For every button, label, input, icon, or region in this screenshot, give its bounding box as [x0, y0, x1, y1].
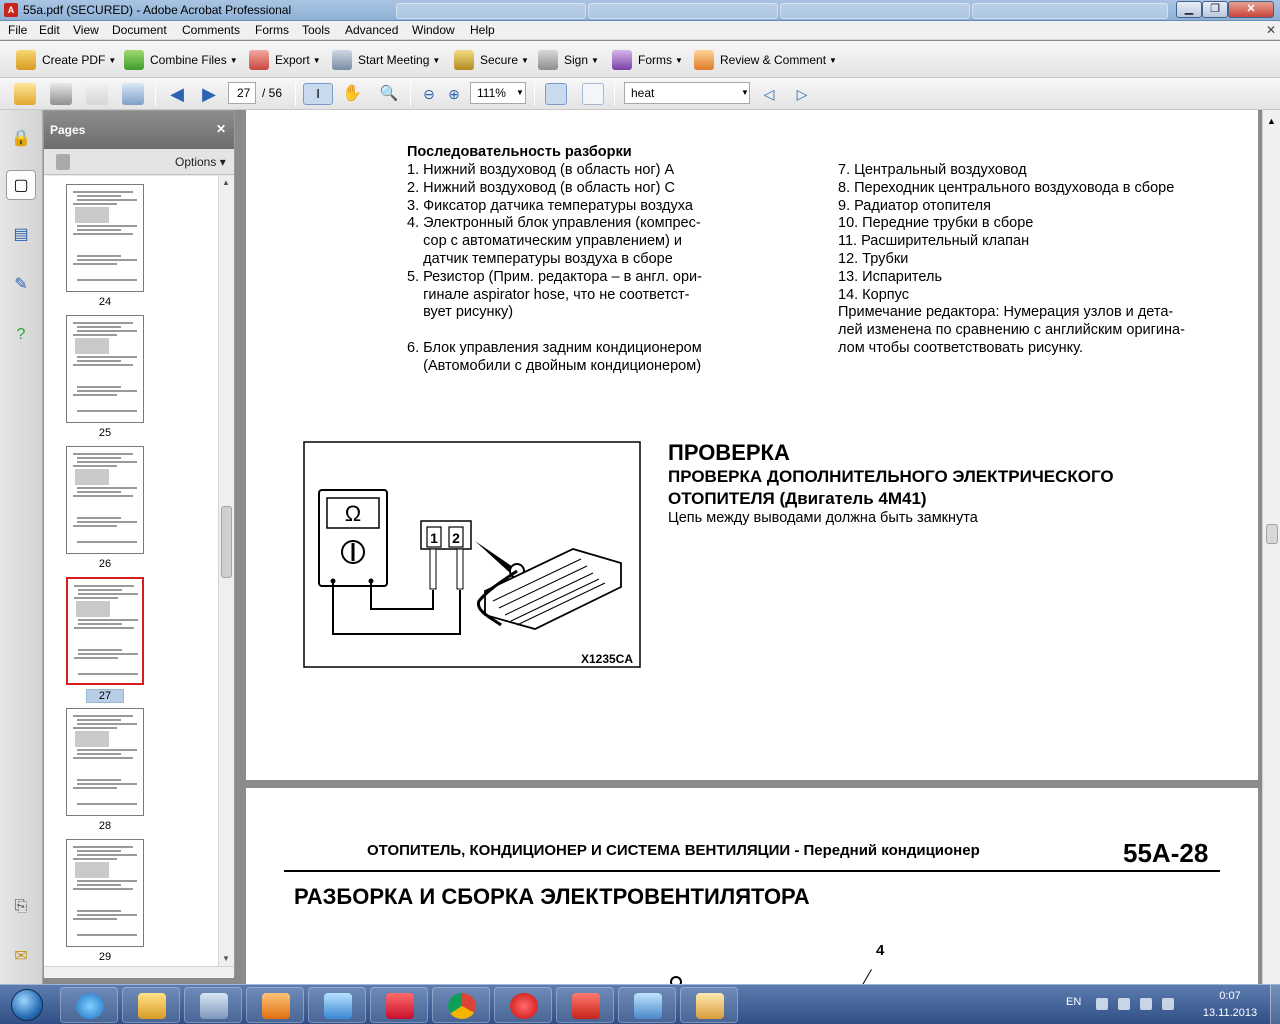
thumbnail-text-line — [77, 803, 137, 805]
thumbnail-text-line — [77, 279, 137, 281]
thumbnail-text-line — [77, 719, 121, 721]
thumbnail-text-line — [78, 593, 138, 595]
background-tab — [396, 3, 586, 19]
zoom-out-icon[interactable]: ⊖ — [423, 86, 435, 102]
thumbnail-text-line — [78, 623, 122, 625]
menu-edit[interactable]: Edit — [39, 23, 60, 37]
close-button[interactable]: ✕ — [1228, 1, 1274, 18]
show-desktop-button[interactable] — [1270, 985, 1280, 1024]
thumbnail-text-line — [77, 360, 121, 362]
page-header: ОТОПИТЕЛЬ, КОНДИЦИОНЕР И СИСТЕМА ВЕНТИЛЯЦИИ - Передний кондиционер — [367, 842, 980, 859]
taskbar-button[interactable] — [432, 987, 490, 1023]
thumbnail-text-line — [77, 850, 121, 852]
menu-comments[interactable]: Comments — [182, 23, 241, 37]
menu-view[interactable]: View — [73, 23, 99, 37]
background-tab — [780, 3, 970, 19]
thumbnail-text-line — [73, 525, 117, 527]
thumbnail-text-line — [77, 457, 121, 459]
maximize-button[interactable]: ❐ — [1202, 1, 1228, 18]
acrobat-icon — [572, 993, 600, 1019]
taskbar-button[interactable] — [494, 987, 552, 1023]
review-comment-button[interactable]: Review & Comment ▼ — [694, 50, 840, 70]
create-pdf-button[interactable]: Create PDF ▼ — [16, 50, 120, 70]
thumbnail-text-line — [73, 334, 117, 336]
image-viewer-icon — [634, 993, 662, 1019]
volume-icon[interactable] — [1162, 998, 1174, 1010]
thumbnail-text-line — [77, 541, 137, 543]
pin-2-label: 2 — [452, 530, 460, 546]
ie-icon — [76, 993, 104, 1019]
attachments-icon[interactable]: ⎘ — [14, 898, 28, 915]
thumbnail-text-line — [74, 597, 118, 599]
thumbnail-text-line — [77, 910, 121, 912]
search-input[interactable]: heat — [624, 82, 750, 104]
thumbnail-text-line — [73, 263, 117, 265]
thumbnail-text-line — [77, 934, 137, 936]
figure-caption: X1235CA — [580, 652, 633, 666]
pin-1-label: 1 — [430, 530, 438, 546]
find-previous-icon[interactable]: ◁ — [763, 86, 775, 102]
bookmarks-icon[interactable]: ▤ — [13, 226, 29, 243]
pages-panel-title: Pages — [50, 123, 86, 137]
help-icon[interactable]: ? — [16, 326, 26, 343]
mitsubishi-icon — [386, 993, 414, 1019]
windows-logo-icon — [11, 989, 43, 1021]
thumbnail-text-line — [77, 914, 137, 916]
network-icon[interactable] — [1118, 998, 1130, 1010]
zoom-input[interactable]: 111% — [470, 82, 526, 104]
action-center-icon[interactable] — [1140, 998, 1152, 1010]
comments-icon[interactable]: ✉ — [14, 948, 28, 965]
sign-button[interactable]: Sign ▼ — [538, 50, 600, 70]
page-thumbnail-label[interactable]: 25 — [98, 427, 112, 439]
thumbnail-text-line — [74, 657, 118, 659]
section-title: Последовательность разборки — [407, 144, 632, 160]
combine-files-icon — [124, 50, 144, 70]
page-thumbnail-label[interactable]: 29 — [98, 951, 112, 963]
toolbar-separator — [295, 82, 296, 106]
toolbar-separator — [155, 82, 156, 106]
page-thumbnail-label[interactable]: 24 — [98, 296, 112, 308]
close-panel-icon[interactable]: ✕ — [216, 122, 227, 136]
thumbnail-text-line — [73, 727, 117, 729]
clock-time[interactable]: 0:07 — [1219, 990, 1241, 1002]
callout-leader — [861, 969, 872, 984]
options-menu[interactable]: Options ▾ — [175, 155, 226, 169]
thumbnail-text-line — [73, 453, 133, 455]
thumbnail-image — [75, 338, 109, 354]
window-title: 55a.pdf (SECURED) - Adobe Acrobat Professional — [23, 3, 292, 17]
forms-button[interactable]: Forms ▼ — [612, 50, 682, 70]
media-icon — [262, 993, 290, 1019]
zoom-in-icon[interactable]: ⊕ — [448, 86, 460, 102]
forms-icon — [612, 50, 632, 70]
tray-arrow-icon[interactable] — [1096, 998, 1108, 1010]
disassembly-list-left: 1. Нижний воздуховод (в область ног) A 2. Нижний воздуховод (в область ног) C 3. Фиксатор датчика температуры воздуха 4. Электронный блок управления (компрес- сор с автоматическим управлением) и датчик температуры воздуха в сборе 5. Резистор (Прим. редактора – в англ. ори- гинале aspirator hose, что не соответст- вует рисунку) 6. Блок управления задним кондиционером (Автомобили с двойным кондиционером) — [407, 162, 702, 374]
windows-taskbar — [0, 984, 1280, 1024]
taskbar-button[interactable] — [184, 987, 242, 1023]
pages-panel-icon[interactable]: ▢ — [6, 170, 36, 200]
check-text: Цепь между выводами должна быть замкнута — [668, 510, 978, 526]
start-button[interactable] — [2, 985, 52, 1024]
thumbnail-text-line — [73, 322, 133, 324]
page-total: / 56 — [262, 86, 283, 100]
thumbnail-image — [75, 731, 109, 747]
paint-icon — [696, 993, 724, 1019]
thumbnail-text-line — [77, 854, 137, 856]
zoom-dropdown-icon[interactable]: ▼ — [516, 88, 524, 97]
system-tray — [1060, 985, 1280, 1024]
toolbar-separator — [410, 82, 411, 106]
thumbnail-text-line — [77, 461, 137, 463]
thumbnail-text-line — [78, 673, 138, 675]
thumbnail-image — [75, 207, 109, 223]
pages-panel — [43, 110, 235, 976]
page-thumbnail[interactable] — [66, 446, 144, 554]
taskbar-button[interactable] — [680, 987, 738, 1023]
taskbar-button[interactable] — [556, 987, 614, 1023]
export-icon — [249, 50, 269, 70]
zoom-tool-icon[interactable]: 🔍 — [379, 85, 399, 102]
page-thumbnail[interactable] — [66, 708, 144, 816]
signatures-icon[interactable]: ✎ — [14, 276, 28, 293]
taskbar-button[interactable] — [60, 987, 118, 1023]
thumbnail-text-line — [77, 491, 121, 493]
find-next-icon[interactable]: ▷ — [796, 86, 808, 102]
page-thumbnail-label[interactable]: 26 — [98, 558, 112, 570]
pdf-page-28 — [246, 788, 1258, 984]
thumbnail-text-line — [77, 487, 137, 489]
page-thumbnail[interactable] — [66, 839, 144, 947]
thumbnail-text-line — [77, 723, 137, 725]
security-lock-icon[interactable]: 🔒 — [11, 130, 31, 147]
thumbnail-text-line — [77, 225, 137, 227]
export-button[interactable]: Export ▼ — [249, 50, 321, 70]
thumbnail-text-line — [74, 585, 134, 587]
taskbar-button[interactable] — [370, 987, 428, 1023]
page-thumbnail[interactable] — [66, 577, 144, 685]
background-tab — [972, 3, 1168, 19]
page-number-input[interactable]: 27 — [228, 82, 256, 104]
thumbnail-text-line — [73, 858, 117, 860]
thumbnail-list[interactable] — [44, 176, 218, 966]
thumbnail-text-line — [78, 649, 122, 651]
page-thumbnail[interactable] — [66, 184, 144, 292]
callout-number: 4 — [876, 942, 885, 959]
document-scrollbar[interactable]: ▲ — [1262, 110, 1280, 984]
page-thumbnail-label[interactable]: 27 — [86, 689, 124, 703]
taskbar-button[interactable] — [308, 987, 366, 1023]
thumbnail-text-line — [77, 356, 137, 358]
select-tool-icon[interactable]: I — [303, 83, 333, 105]
explorer-icon — [138, 993, 166, 1019]
thumbnail-text-line — [73, 757, 133, 759]
thumbnail-text-line — [77, 255, 121, 257]
combine-files-button[interactable]: Combine Files ▼ — [124, 50, 238, 70]
thumbnail-text-line — [73, 888, 133, 890]
screw-part — [670, 976, 682, 984]
thumbnail-text-line — [73, 191, 133, 193]
menu-forms[interactable]: Forms — [255, 23, 289, 37]
review-icon — [694, 50, 714, 70]
thumbnail-text-line — [73, 787, 117, 789]
thumbnail-text-line — [73, 715, 133, 717]
previous-page-icon[interactable]: ◀ — [170, 84, 184, 104]
check-title: ПРОВЕРКА — [668, 440, 790, 465]
thumbnail-text-line — [73, 233, 133, 235]
header-rule — [284, 870, 1220, 872]
thumbnail-text-line — [73, 846, 133, 848]
lock-icon — [454, 50, 474, 70]
print-icon[interactable] — [50, 83, 72, 105]
page-thumbnail-label[interactable]: 28 — [98, 820, 112, 832]
pages-panel-toolbar — [44, 149, 234, 175]
ohm-symbol: Ω — [344, 501, 362, 526]
thumbnail-text-line — [77, 783, 137, 785]
thumbnail-text-line — [73, 364, 133, 366]
create-pdf-icon — [16, 50, 36, 70]
taskbar-button[interactable] — [246, 987, 304, 1023]
title-bar — [0, 0, 1280, 21]
calculator-icon — [200, 993, 228, 1019]
menu-document[interactable]: Document — [112, 23, 167, 37]
thumbnail-text-line — [74, 627, 134, 629]
scrollbar-thumb[interactable] — [1266, 524, 1278, 544]
thumbnail-text-line — [77, 326, 121, 328]
thumbnail-text-line — [77, 386, 121, 388]
thumbnail-text-line — [77, 517, 121, 519]
thumbnail-scrollbar[interactable]: ▲ ▼ — [218, 176, 234, 966]
hand-tool-icon[interactable]: ✋ — [342, 85, 362, 102]
navigation-pane-rail — [0, 110, 43, 984]
trash-icon[interactable] — [56, 154, 70, 170]
thumbnail-text-line — [78, 619, 138, 621]
thumbnail-text-line — [73, 495, 133, 497]
thumbnail-text-line — [77, 195, 121, 197]
thumbnail-text-line — [77, 880, 137, 882]
pen-icon — [538, 50, 558, 70]
pdf-page-27 — [246, 110, 1258, 780]
next-page-icon[interactable]: ▶ — [202, 84, 216, 104]
minimize-button[interactable]: ▁ — [1176, 1, 1202, 18]
heater-circuit-figure — [303, 441, 641, 668]
thumbnail-text-line — [78, 653, 138, 655]
secure-button[interactable]: Secure ▼ — [454, 50, 526, 70]
horizontal-scrollbar[interactable] — [44, 966, 234, 978]
thumbnail-image — [76, 601, 110, 617]
thumbnail-text-line — [77, 390, 137, 392]
menu-help[interactable]: Help — [470, 23, 495, 37]
thumbnail-text-line — [77, 749, 137, 751]
disassembly-list-right: 7. Центральный воздуховод 8. Переходник центрального воздуховода в сборе 9. Радиатор отопителя 10. Передние трубки в сборе 11. Расширительный клапан 12. Трубки 13. Испаритель 14. Корпус Примечание редактора: Нумерация узлов и дета- лей изменена по сравнению с английским оригина- лом чтобы соответствовать рисунку. — [838, 162, 1185, 356]
menu-bar — [0, 21, 1280, 40]
thumbnail-text-line — [77, 229, 121, 231]
thumbnail-text-line — [77, 753, 121, 755]
start-meeting-button[interactable]: Start Meeting ▼ — [332, 50, 446, 70]
thumbnail-image — [75, 862, 109, 878]
close-document-icon[interactable]: ✕ — [1266, 23, 1277, 37]
section-heading: РАЗБОРКА И СБОРКА ЭЛЕКТРОВЕНТИЛЯТОРА — [294, 884, 810, 909]
background-tab — [588, 3, 778, 19]
thumbnail-text-line — [73, 918, 117, 920]
clock-date[interactable]: 13.11.2013 — [1202, 1007, 1258, 1019]
scrollbar-thumb[interactable] — [221, 506, 232, 578]
thumbnail-text-line — [77, 199, 137, 201]
pages-panel-header — [44, 111, 234, 149]
menu-file[interactable]: File — [8, 23, 28, 37]
chrome-icon — [448, 993, 476, 1019]
thumbnail-text-line — [77, 884, 121, 886]
document-view — [236, 110, 1262, 984]
tasks-toolbar — [0, 41, 1280, 78]
open-folder-icon[interactable] — [14, 83, 36, 105]
search-dropdown-icon[interactable]: ▼ — [741, 88, 749, 97]
navigation-toolbar — [0, 78, 1280, 110]
thumbnail-text-line — [77, 259, 137, 261]
toolbar-separator — [534, 82, 535, 106]
thumbnail-text-line — [73, 465, 117, 467]
thumbnail-text-line — [73, 394, 117, 396]
thumbnail-text-line — [73, 203, 117, 205]
opera-icon — [510, 993, 538, 1019]
toolbar-separator — [614, 82, 615, 106]
meeting-icon — [332, 50, 352, 70]
thumbnail-text-line — [77, 521, 137, 523]
email-icon[interactable] — [122, 83, 144, 105]
archiver-icon — [324, 993, 352, 1019]
taskbar-button[interactable] — [618, 987, 676, 1023]
thumbnail-text-line — [77, 410, 137, 412]
thumbnail-image — [75, 469, 109, 485]
menu-tools[interactable]: Tools — [302, 23, 331, 37]
thumbnail-text-line — [77, 330, 137, 332]
page-number: 55A-28 — [1123, 838, 1209, 868]
menu-window[interactable]: Window — [412, 23, 455, 37]
taskbar-button[interactable] — [122, 987, 180, 1023]
check-subtitle: ПРОВЕРКА ДОПОЛНИТЕЛЬНОГО ЭЛЕКТРИЧЕСКОГО — [668, 467, 1114, 486]
language-indicator[interactable]: EN — [1066, 996, 1082, 1008]
save-icon[interactable] — [86, 83, 108, 105]
page-thumbnail[interactable] — [66, 315, 144, 423]
menu-advanced[interactable]: Advanced — [345, 23, 399, 37]
check-subtitle: ОТОПИТЕЛЯ (Двигатель 4М41) — [668, 489, 927, 508]
thumbnail-text-line — [77, 779, 121, 781]
acrobat-app-icon[interactable]: A — [4, 3, 18, 17]
fit-page-icon[interactable] — [582, 83, 604, 105]
thumbnail-text-line — [78, 589, 122, 591]
fit-width-icon[interactable] — [545, 83, 567, 105]
